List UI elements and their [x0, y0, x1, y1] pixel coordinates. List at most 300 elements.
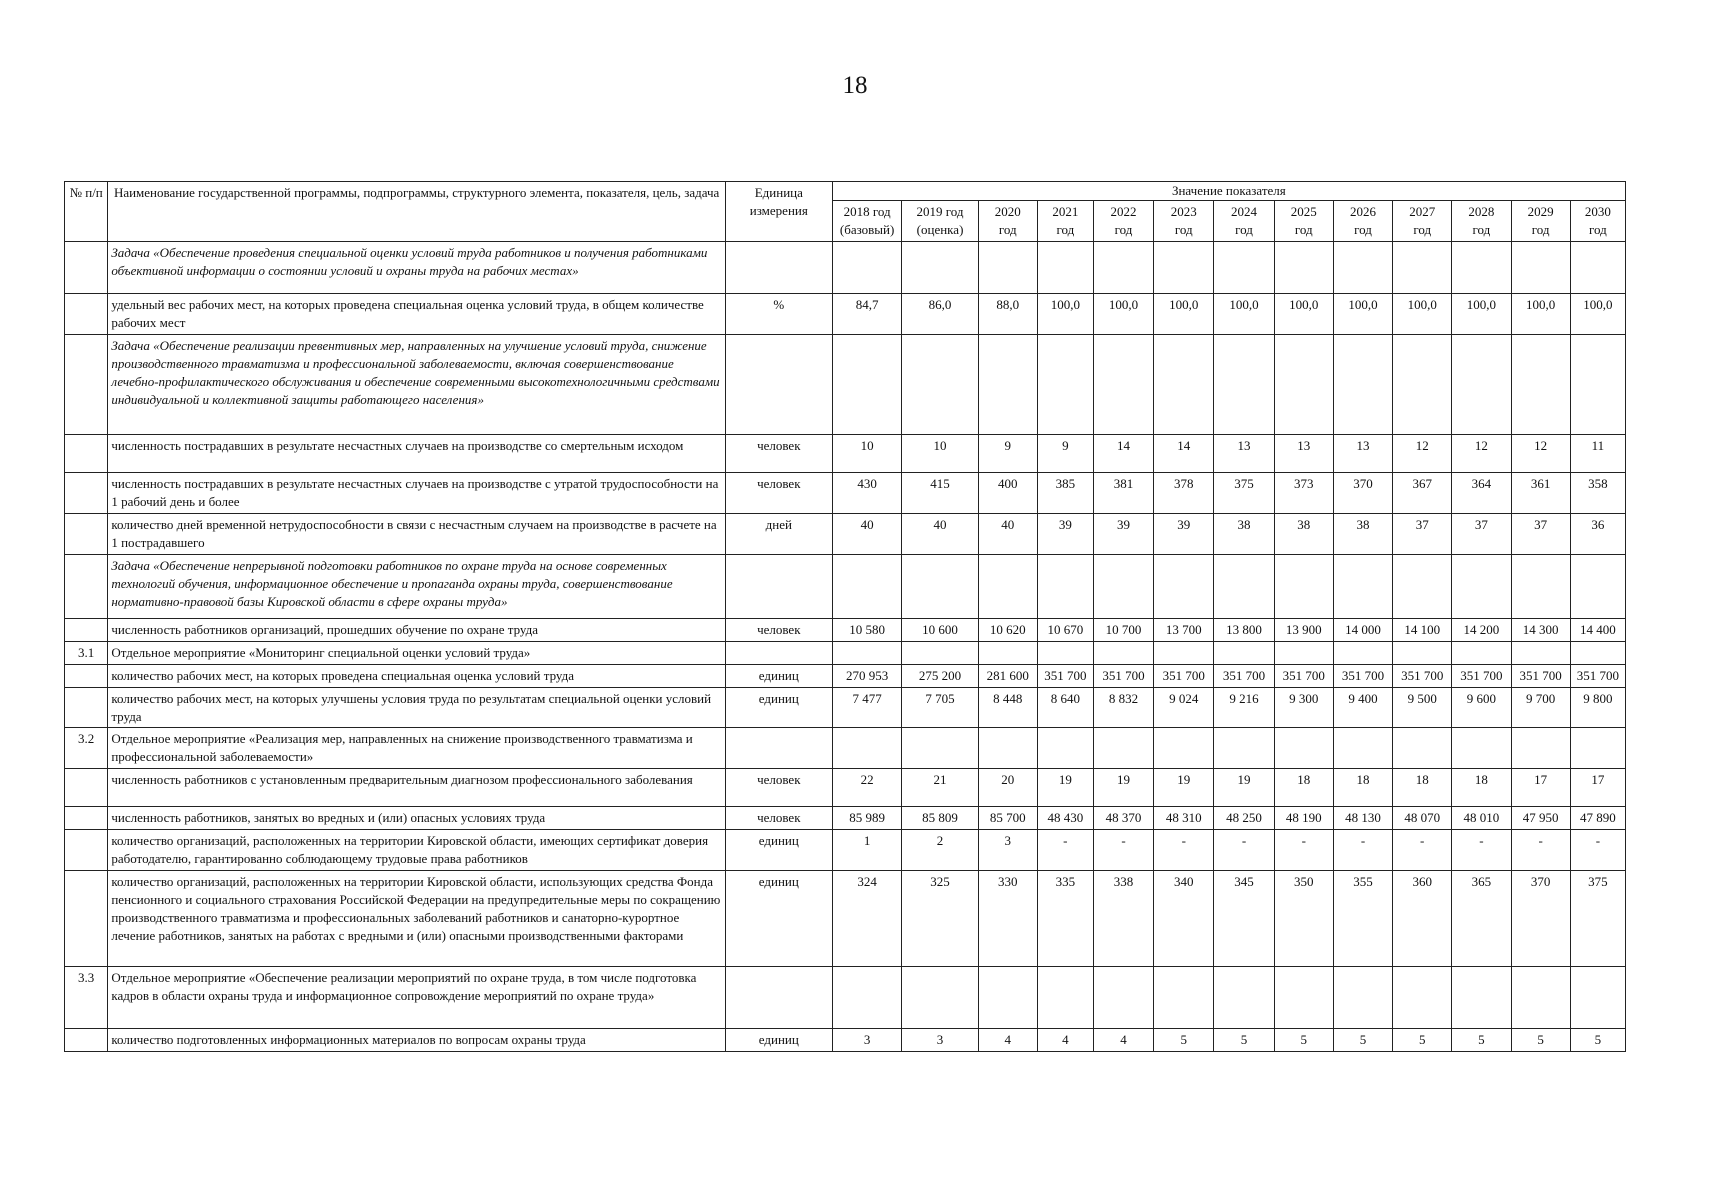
header-year-label: 2023	[1170, 204, 1197, 220]
row-value: 12	[1511, 435, 1570, 473]
row-value: 4	[1037, 1029, 1093, 1052]
row-value: 3	[832, 1029, 902, 1052]
row-index	[65, 473, 108, 514]
row-value: 14 400	[1570, 618, 1625, 641]
row-index	[65, 554, 108, 618]
row-value: 373	[1274, 473, 1333, 514]
row-value	[832, 641, 902, 664]
row-value: 40	[902, 513, 978, 554]
row-value: 85 700	[978, 807, 1037, 830]
indicator-row	[65, 294, 1626, 335]
row-value: 361	[1511, 473, 1570, 514]
row-value: 2	[902, 830, 978, 871]
row-name: количество рабочих мест, на которых проведена специальная оценка условий труда	[108, 664, 726, 687]
row-unit: единиц	[725, 1029, 832, 1052]
row-value	[1393, 335, 1452, 435]
row-value: 36	[1570, 513, 1625, 554]
header-index: № п/п	[65, 182, 108, 242]
row-value: 9 800	[1570, 687, 1625, 728]
row-unit: единиц	[725, 687, 832, 728]
row-value	[978, 967, 1037, 1029]
row-value: 364	[1452, 473, 1511, 514]
row-unit: единиц	[725, 871, 832, 967]
row-value	[1570, 242, 1625, 294]
row-index: 3.2	[65, 728, 108, 769]
header-year-note: год	[1589, 222, 1607, 238]
row-value: 14 300	[1511, 618, 1570, 641]
row-unit: дней	[725, 513, 832, 554]
row-value	[902, 242, 978, 294]
header-year-10	[1452, 201, 1511, 242]
header-year-9	[1393, 201, 1452, 242]
row-name: количество организаций, расположенных на территории Кировской области, использующих средства Фонда пенсионного и социального страхования Российской Федерации на предупредительные меры по сокращению производственного травматизма и профессиональных заболеваний работников и санаторно-курортное лечение работников, занятых на работах с вредными и (или) опасными производственными факторами	[108, 871, 726, 967]
row-name: количество подготовленных информационных материалов по вопросам охраны труда	[108, 1029, 726, 1052]
row-value: 4	[1093, 1029, 1153, 1052]
row-value: 8 640	[1037, 687, 1093, 728]
row-value: 5	[1274, 1029, 1333, 1052]
row-value: 48 070	[1393, 807, 1452, 830]
row-value: 100,0	[1333, 294, 1392, 335]
row-index	[65, 807, 108, 830]
row-value: 13 900	[1274, 618, 1333, 641]
row-value: 367	[1393, 473, 1452, 514]
row-value: 17	[1570, 769, 1625, 807]
row-value	[978, 641, 1037, 664]
row-value: 358	[1570, 473, 1625, 514]
measure-row	[65, 641, 1626, 664]
indicator-row	[65, 769, 1626, 807]
row-value: 351 700	[1037, 664, 1093, 687]
row-unit	[725, 335, 832, 435]
row-value	[1274, 641, 1333, 664]
row-value: 9 400	[1333, 687, 1392, 728]
row-value	[1093, 728, 1153, 769]
row-value: 48 370	[1093, 807, 1153, 830]
header-year-8	[1333, 201, 1392, 242]
row-value	[1452, 967, 1511, 1029]
row-value: 48 310	[1154, 807, 1214, 830]
indicator-row	[65, 664, 1626, 687]
header-year-note: год	[1472, 222, 1491, 238]
row-index	[65, 513, 108, 554]
task-row	[65, 242, 1626, 294]
row-value	[1274, 554, 1333, 618]
row-value: 85 989	[832, 807, 902, 830]
row-value	[1037, 335, 1093, 435]
row-value	[1333, 242, 1392, 294]
header-year-0	[832, 201, 902, 242]
row-value: 415	[902, 473, 978, 514]
row-value: 8 832	[1093, 687, 1153, 728]
row-value: 9	[978, 435, 1037, 473]
header-year-label: 2028	[1468, 204, 1495, 220]
row-value	[1093, 242, 1153, 294]
row-value: 40	[832, 513, 902, 554]
header-year-label: 2024	[1231, 204, 1258, 220]
row-value: 351 700	[1511, 664, 1570, 687]
row-name: численность пострадавших в результате несчастных случаев на производстве с утратой трудоспособности на 1 рабочий день и более	[108, 473, 726, 514]
row-value: 47 950	[1511, 807, 1570, 830]
row-value	[1093, 967, 1153, 1029]
row-unit	[725, 728, 832, 769]
measure-row	[65, 967, 1626, 1029]
header-year-note: (оценка)	[916, 222, 964, 238]
row-value: 85 809	[902, 807, 978, 830]
row-value: 10 700	[1093, 618, 1153, 641]
row-value: 351 700	[1393, 664, 1452, 687]
row-value: 88,0	[978, 294, 1037, 335]
row-value: 5	[1214, 1029, 1274, 1052]
row-value	[1452, 335, 1511, 435]
row-value: 10 670	[1037, 618, 1093, 641]
row-value: 39	[1093, 513, 1153, 554]
row-index	[65, 830, 108, 871]
row-value	[1333, 335, 1392, 435]
row-value: 13 700	[1154, 618, 1214, 641]
row-value: 351 700	[1570, 664, 1625, 687]
row-value: 370	[1333, 473, 1392, 514]
row-value: 40	[978, 513, 1037, 554]
row-value: 351 700	[1274, 664, 1333, 687]
row-value	[1093, 335, 1153, 435]
row-value	[1214, 554, 1274, 618]
row-value	[1452, 641, 1511, 664]
row-value: 381	[1093, 473, 1153, 514]
row-value	[902, 728, 978, 769]
row-value: 3	[978, 830, 1037, 871]
row-value: 14	[1093, 435, 1153, 473]
header-year-label: 2025	[1290, 204, 1317, 220]
header-year-label: 2020	[994, 204, 1021, 220]
row-value: 3	[902, 1029, 978, 1052]
header-year-note: год	[1056, 222, 1075, 238]
row-value	[902, 641, 978, 664]
row-value: 4	[978, 1029, 1037, 1052]
row-name: Отдельное мероприятие «Реализация мер, направленных на снижение производственного травматизма и профессиональной заболеваемости»	[108, 728, 726, 769]
row-value	[1214, 242, 1274, 294]
row-value: 100,0	[1570, 294, 1625, 335]
row-value	[1393, 728, 1452, 769]
row-value	[902, 967, 978, 1029]
row-value	[1452, 728, 1511, 769]
header-year-5	[1154, 201, 1214, 242]
header-year-label: 2030	[1584, 204, 1611, 220]
row-value	[832, 335, 902, 435]
row-value: 48 250	[1214, 807, 1274, 830]
row-value: 17	[1511, 769, 1570, 807]
row-value: 9 300	[1274, 687, 1333, 728]
row-value: 7 477	[832, 687, 902, 728]
row-value: 18	[1452, 769, 1511, 807]
header-year-note: год	[998, 222, 1017, 238]
row-unit	[725, 641, 832, 664]
table-header	[65, 182, 1626, 242]
row-value: -	[1452, 830, 1511, 871]
row-value: 9 700	[1511, 687, 1570, 728]
row-value: 350	[1274, 871, 1333, 967]
task-row	[65, 554, 1626, 618]
row-unit: единиц	[725, 830, 832, 871]
row-value: 100,0	[1214, 294, 1274, 335]
row-index	[65, 294, 108, 335]
header-year-note: год	[1114, 222, 1133, 238]
row-index	[65, 618, 108, 641]
row-value	[1274, 242, 1333, 294]
row-value: 370	[1511, 871, 1570, 967]
row-name: Отдельное мероприятие «Обеспечение реализации мероприятий по охране труда, в том числе подготовка кадров в области охраны труда и информационное сопровождение мероприятий по охране труда»	[108, 967, 726, 1029]
header-year-label: 2019 год	[916, 204, 964, 220]
measure-row	[65, 728, 1626, 769]
row-value: 10 600	[902, 618, 978, 641]
row-value: 39	[1154, 513, 1214, 554]
row-value: 14 200	[1452, 618, 1511, 641]
row-value	[1511, 554, 1570, 618]
header-year-2	[978, 201, 1037, 242]
row-value	[902, 335, 978, 435]
row-value: 5	[1154, 1029, 1214, 1052]
row-value: 351 700	[1214, 664, 1274, 687]
header-year-note: год	[1354, 222, 1372, 238]
row-value	[1037, 554, 1093, 618]
indicator-row	[65, 1029, 1626, 1052]
row-value: 9 500	[1393, 687, 1452, 728]
header-year-note: год	[1174, 222, 1193, 238]
header-name: Наименование государственной программы, подпрограммы, структурного элемента, показателя, цель, задача	[108, 182, 726, 242]
row-value	[832, 728, 902, 769]
row-value	[1393, 242, 1452, 294]
row-unit	[725, 967, 832, 1029]
row-value: 340	[1154, 871, 1214, 967]
row-value: 5	[1570, 1029, 1625, 1052]
row-value: -	[1093, 830, 1153, 871]
row-unit: человек	[725, 769, 832, 807]
row-value	[1570, 554, 1625, 618]
header-year-3	[1037, 201, 1093, 242]
row-value: 19	[1093, 769, 1153, 807]
row-value: 18	[1274, 769, 1333, 807]
row-value	[1214, 967, 1274, 1029]
row-value	[1037, 728, 1093, 769]
row-value	[1274, 967, 1333, 1029]
row-value: -	[1274, 830, 1333, 871]
row-value	[1393, 554, 1452, 618]
indicator-row	[65, 830, 1626, 871]
row-value	[1333, 728, 1392, 769]
row-value: 8 448	[978, 687, 1037, 728]
row-value: 281 600	[978, 664, 1037, 687]
row-index	[65, 769, 108, 807]
row-value	[1511, 967, 1570, 1029]
row-value: 5	[1393, 1029, 1452, 1052]
row-value	[978, 242, 1037, 294]
row-value: 14 100	[1393, 618, 1452, 641]
row-value: 375	[1570, 871, 1625, 967]
row-value	[1452, 554, 1511, 618]
indicator-row	[65, 687, 1626, 728]
row-value	[1093, 554, 1153, 618]
row-value: 10 580	[832, 618, 902, 641]
indicators-table	[64, 181, 1626, 1052]
row-index: 3.3	[65, 967, 108, 1029]
row-value	[832, 554, 902, 618]
row-value	[1511, 641, 1570, 664]
row-value: 12	[1393, 435, 1452, 473]
row-value	[1037, 242, 1093, 294]
row-value: 11	[1570, 435, 1625, 473]
row-value	[1333, 641, 1392, 664]
header-year-11	[1511, 201, 1570, 242]
header-year-label: 2022	[1110, 204, 1137, 220]
row-value: 355	[1333, 871, 1392, 967]
row-value: -	[1037, 830, 1093, 871]
row-value: 38	[1274, 513, 1333, 554]
row-value	[1511, 242, 1570, 294]
header-year-4	[1093, 201, 1153, 242]
row-value: 100,0	[1093, 294, 1153, 335]
row-value: 338	[1093, 871, 1153, 967]
row-value: 37	[1393, 513, 1452, 554]
row-value: -	[1154, 830, 1214, 871]
row-value: 100,0	[1393, 294, 1452, 335]
row-value: 37	[1452, 513, 1511, 554]
row-value	[1154, 641, 1214, 664]
row-value: 19	[1037, 769, 1093, 807]
row-value	[1093, 641, 1153, 664]
row-value: 5	[1511, 1029, 1570, 1052]
row-value	[1570, 641, 1625, 664]
row-value: 48 010	[1452, 807, 1511, 830]
row-name: количество дней временной нетрудоспособности в связи с несчастным случаем на производстве в расчете на 1 пострадавшего	[108, 513, 726, 554]
header-year-note: год	[1294, 222, 1313, 238]
indicator-row	[65, 473, 1626, 514]
row-value: 18	[1393, 769, 1452, 807]
header-year-note: год	[1531, 222, 1550, 238]
row-value: 375	[1214, 473, 1274, 514]
row-value: 100,0	[1154, 294, 1214, 335]
indicator-row	[65, 871, 1626, 967]
row-value: 13	[1214, 435, 1274, 473]
row-value	[978, 554, 1037, 618]
row-value	[978, 728, 1037, 769]
row-value: 430	[832, 473, 902, 514]
row-value: 5	[1333, 1029, 1392, 1052]
header-year-12	[1570, 201, 1625, 242]
task-row	[65, 335, 1626, 435]
row-value: 21	[902, 769, 978, 807]
row-value	[1037, 641, 1093, 664]
table-body	[65, 242, 1626, 1052]
row-value	[1570, 967, 1625, 1029]
row-value: 13	[1274, 435, 1333, 473]
row-value: 12	[1452, 435, 1511, 473]
row-name: Задача «Обеспечение непрерывной подготовки работников по охране труда на основе современных технологий обучения, информационное обеспечение и пропаганда охраны труда, совершенствование нормативно-правовой базы Кировской области в сфере охраны труда»	[108, 554, 726, 618]
row-value	[1037, 967, 1093, 1029]
row-unit: единиц	[725, 664, 832, 687]
header-year-note: (базовый)	[839, 222, 895, 238]
row-value: 19	[1154, 769, 1214, 807]
header-year-label: 2021	[1052, 204, 1079, 220]
header-year-7	[1274, 201, 1333, 242]
row-value: 324	[832, 871, 902, 967]
row-value	[1154, 335, 1214, 435]
row-value	[1333, 967, 1392, 1029]
row-value	[1154, 967, 1214, 1029]
row-index	[65, 335, 108, 435]
row-value: 38	[1214, 513, 1274, 554]
row-value: 9 600	[1452, 687, 1511, 728]
row-name: численность работников организаций, прошедших обучение по охране труда	[108, 618, 726, 641]
row-value: 18	[1333, 769, 1392, 807]
row-value	[1154, 728, 1214, 769]
row-value: 351 700	[1452, 664, 1511, 687]
row-value: 14	[1154, 435, 1214, 473]
row-value: 270 953	[832, 664, 902, 687]
row-name: количество организаций, расположенных на территории Кировской области, имеющих сертификат доверия работодателю, гарантированно соблюдающему трудовые права работников	[108, 830, 726, 871]
row-unit: человек	[725, 807, 832, 830]
row-value: -	[1570, 830, 1625, 871]
row-value	[1393, 967, 1452, 1029]
row-unit: человек	[725, 618, 832, 641]
row-value: 7 705	[902, 687, 978, 728]
row-value: 48 130	[1333, 807, 1392, 830]
row-value: 100,0	[1511, 294, 1570, 335]
row-value: 400	[978, 473, 1037, 514]
row-name: численность работников, занятых во вредных и (или) опасных условиях труда	[108, 807, 726, 830]
row-value	[1452, 242, 1511, 294]
row-value: 360	[1393, 871, 1452, 967]
row-value: 9	[1037, 435, 1093, 473]
row-value: 351 700	[1093, 664, 1153, 687]
row-value	[1214, 641, 1274, 664]
row-value	[1570, 335, 1625, 435]
row-value: 351 700	[1333, 664, 1392, 687]
row-value: -	[1333, 830, 1392, 871]
row-value: 275 200	[902, 664, 978, 687]
row-value: 10	[832, 435, 902, 473]
row-value: 325	[902, 871, 978, 967]
row-value: 39	[1037, 513, 1093, 554]
row-value: 19	[1214, 769, 1274, 807]
row-value: 20	[978, 769, 1037, 807]
header-unit: Единица измерения	[725, 182, 832, 242]
row-value	[1154, 242, 1214, 294]
row-value: 48 430	[1037, 807, 1093, 830]
row-value: 47 890	[1570, 807, 1625, 830]
row-value: 38	[1333, 513, 1392, 554]
row-unit: человек	[725, 473, 832, 514]
row-value: 84,7	[832, 294, 902, 335]
row-value: 13 800	[1214, 618, 1274, 641]
row-value: 5	[1452, 1029, 1511, 1052]
row-value: 22	[832, 769, 902, 807]
header-year-label: 2026	[1349, 204, 1376, 220]
row-value	[978, 335, 1037, 435]
row-value: 10	[902, 435, 978, 473]
header-values-group: Значение показателя	[832, 182, 1625, 201]
header-year-note: год	[1235, 222, 1253, 238]
row-value: 37	[1511, 513, 1570, 554]
row-value: 13	[1333, 435, 1392, 473]
header-year-label: 2029	[1527, 204, 1554, 220]
row-value: 330	[978, 871, 1037, 967]
row-value: 1	[832, 830, 902, 871]
row-value: 10 620	[978, 618, 1037, 641]
row-name: Отдельное мероприятие «Мониторинг специальной оценки условий труда»	[108, 641, 726, 664]
row-value	[832, 242, 902, 294]
row-value	[1511, 728, 1570, 769]
row-value: 100,0	[1274, 294, 1333, 335]
row-value: 351 700	[1154, 664, 1214, 687]
